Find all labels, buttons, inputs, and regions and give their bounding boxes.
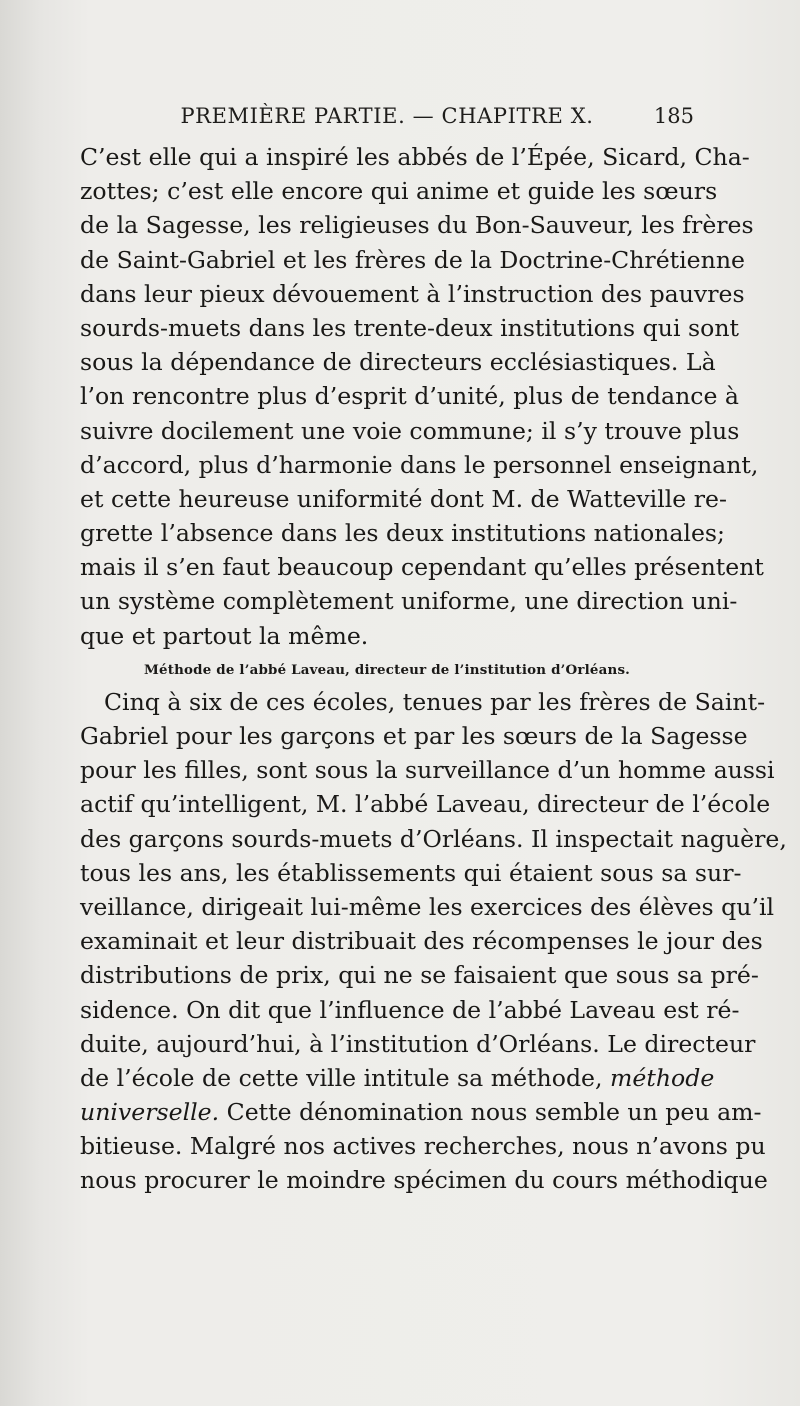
text-fragment: de l’école de cette ville intitule sa méthode, <box>80 1063 603 1092</box>
text-line: l’on rencontre plus d’esprit d’unité, plus de tendance à <box>80 382 740 411</box>
text-line: duite, aujourd’hui, à l’institution d’Orléans. Le directeur <box>80 1029 756 1058</box>
text-line: actif qu’intelligent, M. l’abbé Laveau, directeur de l’école <box>80 790 771 819</box>
text-line: et cette heureuse uniformité dont M. de Watteville re- <box>80 484 727 513</box>
text-line: un système complètement uniforme, une direction uni- <box>80 587 738 616</box>
paragraph-1 <box>80 140 764 653</box>
text-line: nous procurer le moindre spécimen du cours méthodique <box>80 1166 768 1195</box>
text-line-with-italic <box>80 1095 762 1129</box>
text-line: des garçons sourds-muets d’Orléans. Il inspectait naguère, <box>80 824 787 853</box>
text-line: tous les ans, les établissements qui étaient sous sa sur- <box>80 858 742 887</box>
text-line: dans leur pieux dévouement à l’instruction des pauvres <box>80 279 745 308</box>
text-line: examinait et leur distribuait des récompenses le jour des <box>80 927 763 956</box>
text-line: d’accord, plus d’harmonie dans le personnel enseignant, <box>80 450 759 479</box>
italic-term: méthode <box>610 1063 715 1092</box>
text-line: sidence. On dit que l’influence de l’abbé Laveau est ré- <box>80 995 740 1024</box>
text-line: suivre docilement une voie commune; il s’y trouve plus <box>80 416 740 445</box>
text-line: bitieuse. Malgré nos actives recherches, nous n’avons pu <box>80 1132 766 1161</box>
paragraph-2 <box>80 685 787 1198</box>
text-line: Cinq à six de ces écoles, tenues par les frères de Saint- <box>104 687 766 716</box>
body-text <box>80 140 787 1198</box>
text-line: sous la dépendance de directeurs ecclésiastiques. Là <box>80 348 716 377</box>
text-line: C’est elle qui a inspiré les abbés de l’Épée, Sicard, Cha- <box>80 143 750 171</box>
text-line: mais il s’en faut beaucoup cependant qu’elles présentent <box>80 553 764 582</box>
text-line: pour les filles, sont sous la surveillance d’un homme aussi <box>80 756 775 785</box>
page-number: 185 <box>653 104 694 128</box>
text-line-with-italic <box>80 1061 715 1095</box>
text-line: veillance, dirigeait lui-même les exercices des élèves qu’il <box>80 892 775 921</box>
text-line: zottes; c’est elle encore qui anime et guide les sœurs <box>80 177 718 206</box>
text-fragment: Cette dénomination nous semble un peu am- <box>226 1098 762 1127</box>
text-line: distributions de prix, qui ne se faisaient que sous sa pré- <box>80 961 759 990</box>
running-head <box>80 98 694 134</box>
text-line: que et partout la même. <box>80 621 369 650</box>
text-line: grette l’absence dans les deux institutions nationales; <box>80 519 725 548</box>
section-subheading: Méthode de l’abbé Laveau, directeur de l’institution d’Orléans. <box>143 661 631 678</box>
text-line: de Saint-Gabriel et les frères de la Doctrine-Chrétienne <box>80 245 746 274</box>
text-line: sourds-muets dans les trente-deux institutions qui sont <box>80 313 740 342</box>
text-line: Gabriel pour les garçons et par les sœurs de la Sagesse <box>80 722 748 750</box>
italic-term: universelle. <box>80 1098 220 1127</box>
text-line: de la Sagesse, les religieuses du Bon-Sauveur, les frères <box>80 211 754 240</box>
running-title: PREMIÈRE PARTIE. — CHAPITRE X. <box>180 104 594 128</box>
